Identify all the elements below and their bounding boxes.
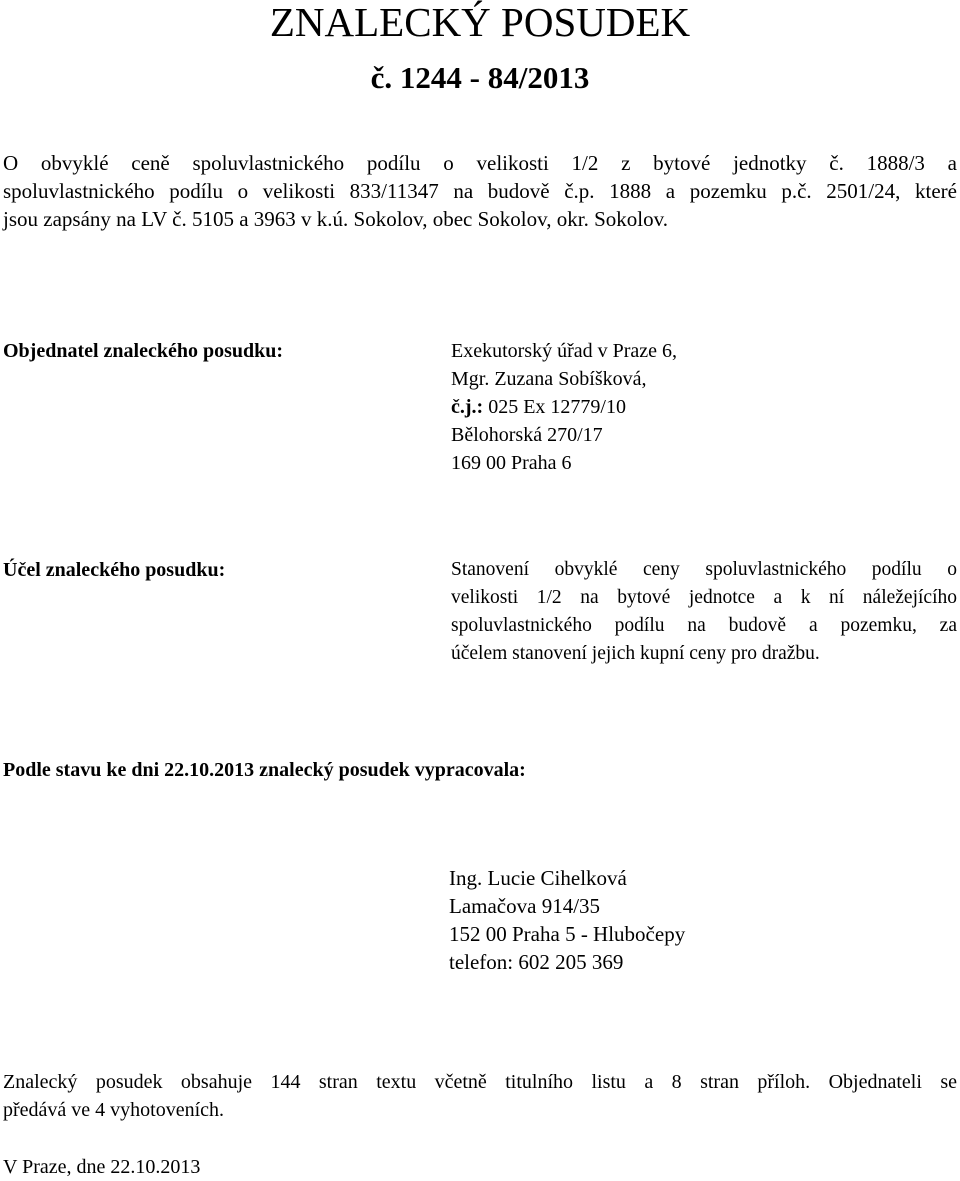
- footer-line: předává ve 4 vyhotoveních.: [3, 1099, 225, 1121]
- client-reference-label: č.j.:: [451, 396, 484, 418]
- purpose-line: spoluvlastnického podílu na budově a pozemku, za: [451, 615, 957, 636]
- document-number: č. 1244 - 84/2013: [370, 60, 590, 95]
- client-person: Mgr. Zuzana Sobíšková,: [451, 368, 647, 390]
- footer-note: [3, 1068, 957, 1124]
- author-name: Ing. Lucie Cihelková: [449, 866, 627, 890]
- client-street: Bělohorská 270/17: [451, 424, 603, 446]
- subject-paragraph: [3, 149, 957, 233]
- client-office: Exekutorský úřad v Praze 6,: [451, 340, 678, 362]
- purpose-label: Účel znaleckého posudku:: [3, 559, 226, 581]
- author-phone: telefon: 602 205 369: [449, 950, 624, 974]
- purpose-text: [451, 556, 957, 668]
- place-and-date: V Praze, dne 22.10.2013: [3, 1156, 201, 1178]
- author-city: 152 00 Praha 5 - Hlubočepy: [449, 922, 686, 946]
- purpose-line: velikosti 1/2 na bytové jednotce a k ní náležejícího: [451, 587, 957, 608]
- state-statement: Podle stavu ke dni 22.10.2013 znalecký posudek vypracovala:: [3, 759, 526, 781]
- document-title: ZNALECKÝ POSUDEK: [269, 0, 691, 45]
- subject-line: spoluvlastnického podílu o velikosti 833/11347 na budově č.p. 1888 a pozemku p.č. 2501/24, které: [3, 179, 957, 203]
- client-label: Objednatel znaleckého posudku:: [3, 340, 284, 362]
- author-street: Lamačova 914/35: [449, 894, 601, 918]
- purpose-line: Stanovení obvyklé ceny spoluvlastnického podílu o: [451, 559, 957, 580]
- client-reference-value: 025 Ex 12779/10: [483, 396, 626, 418]
- subject-line: jsou zapsány na LV č. 5105 a 3963 v k.ú. Sokolov, obec Sokolov, okr. Sokolov.: [3, 207, 668, 231]
- client-city: 169 00 Praha 6: [451, 452, 572, 474]
- client-reference: [451, 393, 626, 421]
- footer-line: Znalecký posudek obsahuje 144 stran textu včetně titulního listu a 8 stran příloh. Objednateli se: [3, 1071, 957, 1093]
- subject-line: O obvyklé ceně spoluvlastnického podílu o velikosti 1/2 z bytové jednotky č. 1888/3 a: [3, 151, 957, 175]
- purpose-line: účelem stanovení jejich kupní ceny pro dražbu.: [451, 643, 820, 664]
